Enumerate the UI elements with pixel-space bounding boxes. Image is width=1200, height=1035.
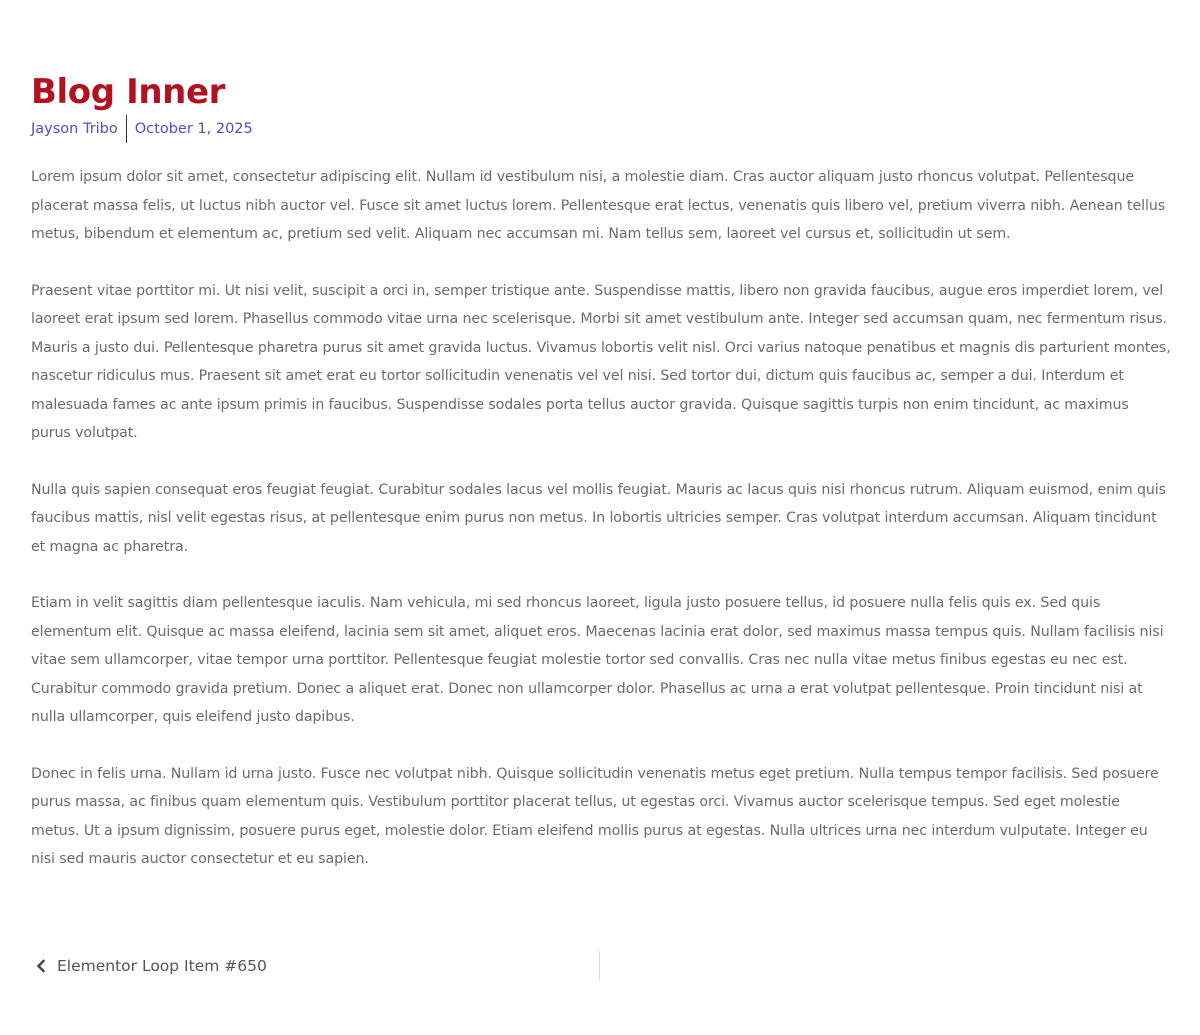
- post-author: Jayson Tribo: [31, 121, 118, 137]
- post-date: October 1, 2025: [134, 121, 253, 137]
- meta-divider: [126, 115, 127, 143]
- post-title: Blog Inner: [31, 72, 225, 112]
- post-meta: [31, 115, 1171, 143]
- previous-post-link[interactable]: [31, 951, 599, 981]
- previous-post-label: Elementor Loop Item #650: [57, 957, 267, 975]
- post-content: [31, 163, 1171, 874]
- content-paragraph: Praesent vitae porttitor mi. Ut nisi velit, suscipit a orci in, semper tristique ante. Suspendisse mattis, libero non gravida faucibus, augue eros imperdiet lorem, vel laoreet erat ipsum sed lorem. Phasellus commodo vitae urna nec scelerisque. Morbi sit amet vestibulum ante. Integer sed accumsan quam, nec fermentum risus. Mauris a justo dui. Pellentesque pharetra purus sit amet gravida luctus. Vivamus lobortis velit nisl. Orci varius natoque penatibus et magnis dis parturient montes, nascetur ridiculus mus. Praesent sit amet erat eu tortor sollicitudin venenatis vel vel nisi. Sed tortor dui, dictum quis faucibus ac, semper a dui. Interdum et malesuada fames ac ante ipsum primis in faucibus. Suspendisse sodales porta tellus auctor gravida. Quisque sagittis turpis non enim tincidunt, ac maximus purus volutpat.: [31, 282, 1171, 441]
- content-paragraph: Lorem ipsum dolor sit amet, consectetur adipiscing elit. Nullam id vestibulum nisi, a molestie diam. Cras auctor aliquam justo rhoncus volutpat. Pellentesque placerat massa felis, ut luctus nibh auctor vel. Fusce sit amet luctus lorem. Pellentesque erat lectus, venenatis quis libero vel, pretium viverra nibh. Aenean tellus metus, bibendum et elementum ac, pretium sed velit. Aliquam nec accumsan mi. Nam tellus sem, laoreet vel cursus et, sollicitudin ut sem.: [31, 169, 1166, 242]
- chevron-left-icon: [35, 959, 47, 973]
- content-paragraph: Nulla quis sapien consequat eros feugiat feugiat. Curabitur sodales lacus vel mollis feugiat. Mauris ac lacus quis nisi rhoncus rutrum. Aliquam euismod, enim quis faucibus mattis, nisl velit egestas risus, at pellentesque enim purus non metus. In lobortis ultricies semper. Cras volutpat interdum accumsan. Aliquam tincidunt et magna ac pharetra.: [31, 481, 1166, 555]
- post-navigation: [31, 951, 1171, 981]
- content-paragraph: Donec in felis urna. Nullam id urna justo. Fusce nec volutpat nibh. Quisque sollicitudin venenatis metus eget pretium. Nulla tempus tempor facilisis. Sed posuere purus massa, ac finibus quam elementum quis. Vestibulum porttitor placerat tellus, ut egestas orci. Vivamus auctor scelerisque tempus. Sed eget molestie metus. Ut a ipsum dignissim, posuere purus eget, molestie dolor. Etiam eleifend mollis purus at egestas. Nulla ultrices urna nec interdum vulputate. Integer eu nisi sed mauris auctor consectetur et eu sapien.: [31, 765, 1159, 867]
- content-paragraph: Etiam in velit sagittis diam pellentesque iaculis. Nam vehicula, mi sed rhoncus laoreet, ligula justo posuere tellus, id posuere nulla felis quis ex. Sed quis elementum elit. Quisque ac massa eleifend, lacinia sem sit amet, aliquet eros. Maecenas lacinia erat dolor, sed maximus massa tempus quis. Nullam facilisis nisi vitae sem ullamcorper, vitae tempor urna porttitor. Pellentesque feugiat molestie tortor sed convallis. Cras nec nulla vitae metus finibus egestas eu nec est. Curabitur commodo gravida pretium. Donec a aliquet erat. Donec non ullamcorper dolor. Phasellus ac urna a erat volutpat pellentesque. Proin tincidunt nisi at nulla ullamcorper, quis eleifend justo dapibus.: [31, 595, 1164, 725]
- post-nav-divider: [599, 951, 600, 981]
- blog-post: [31, 68, 1171, 902]
